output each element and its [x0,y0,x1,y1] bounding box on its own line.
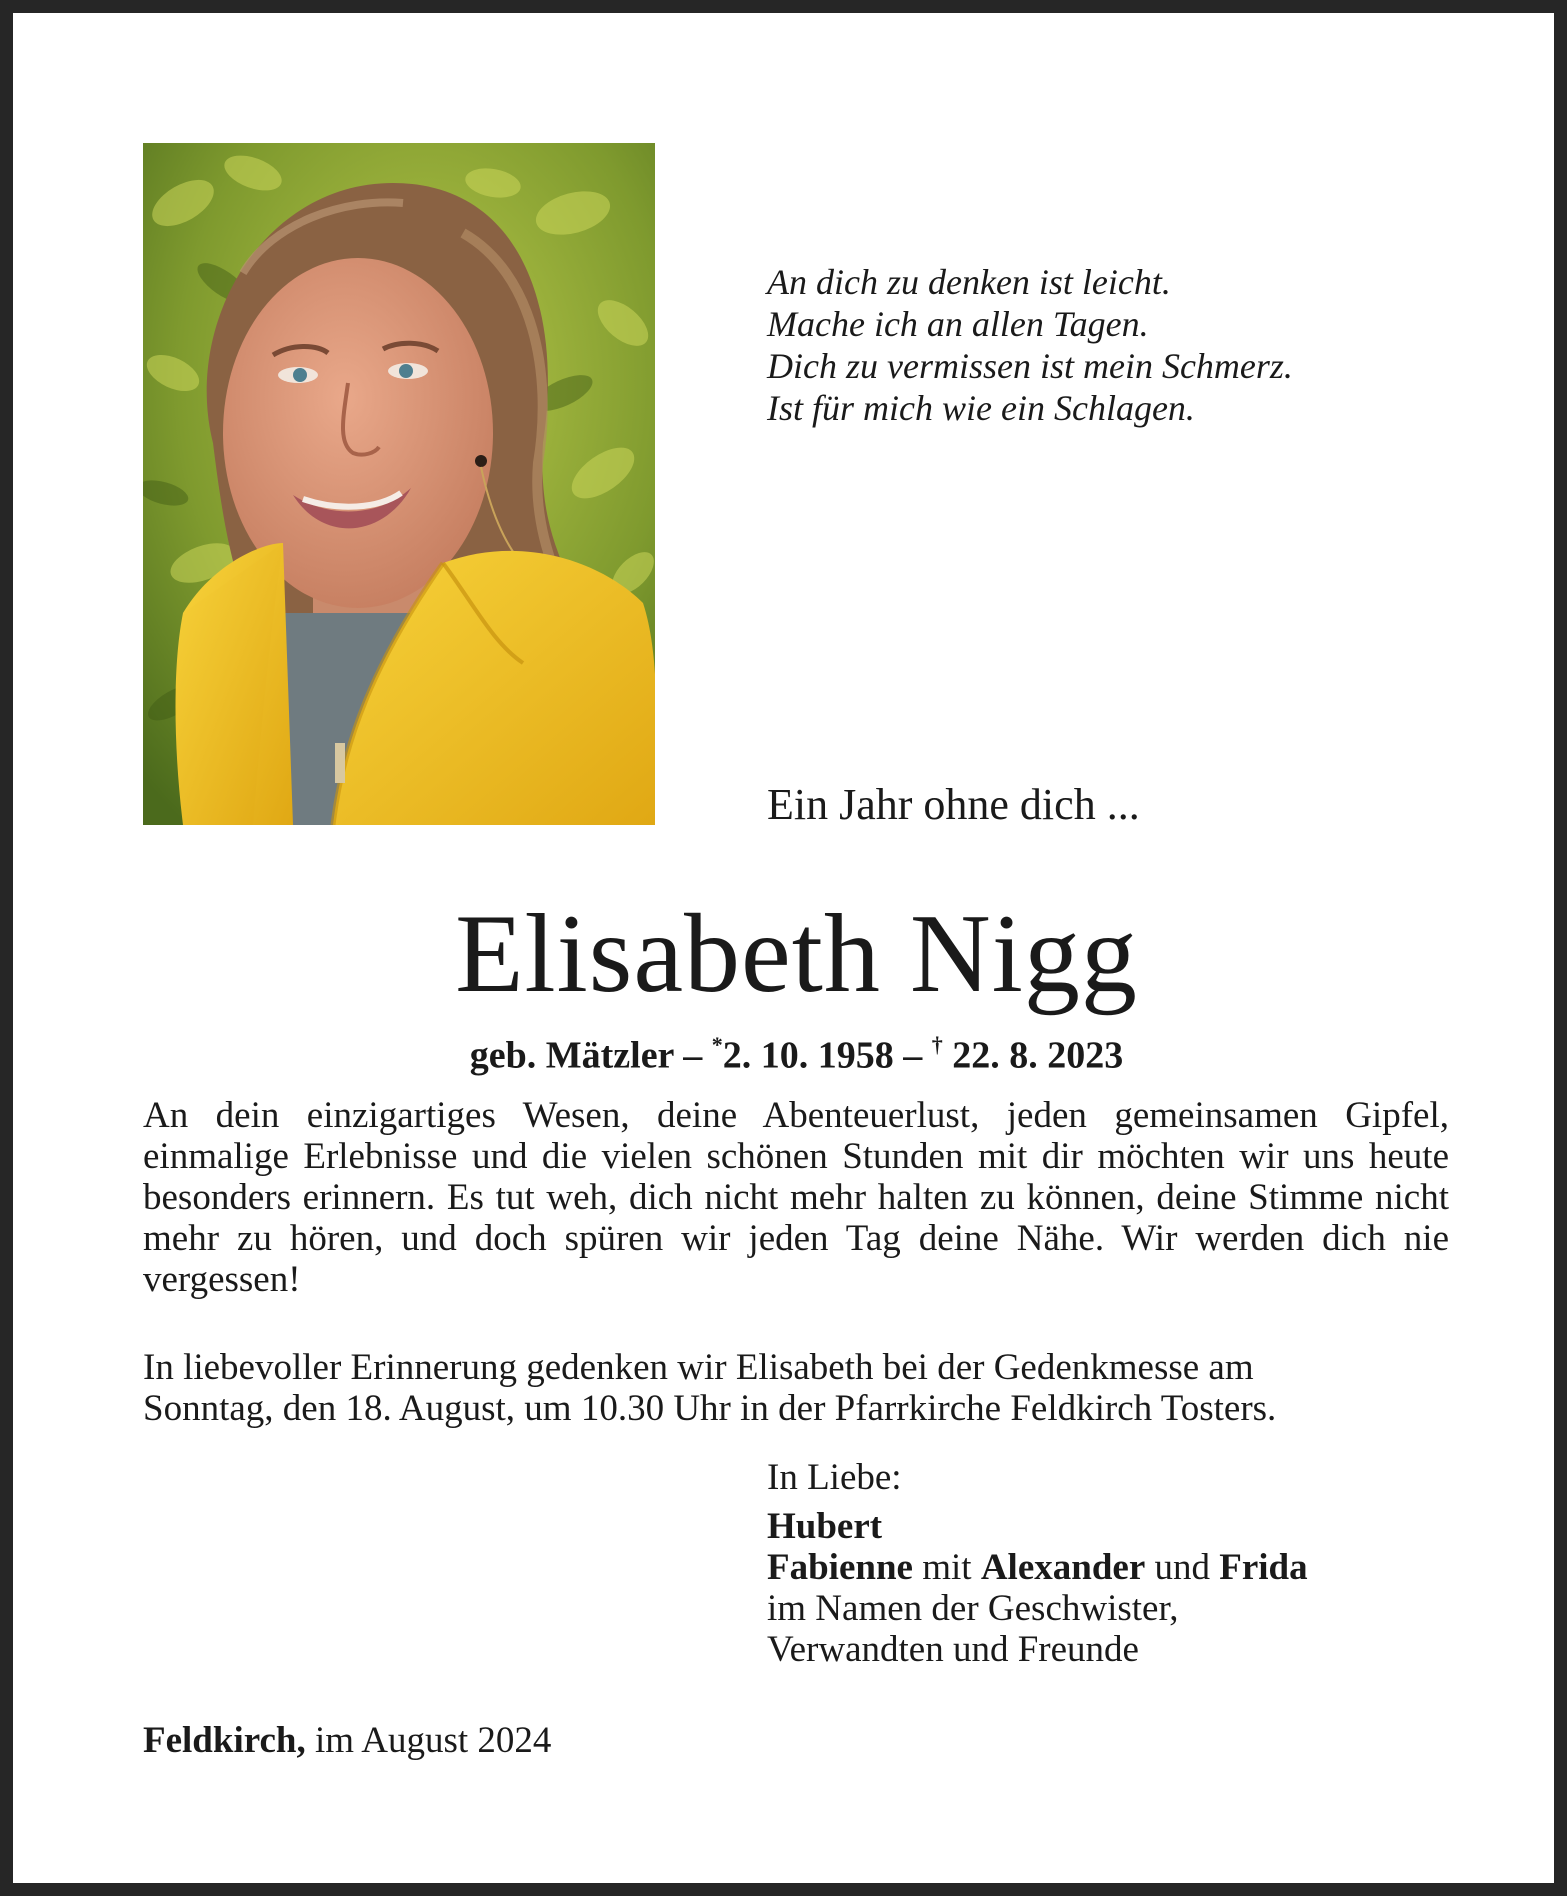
poem-line: Dich zu vermissen ist mein Schmerz. [767,346,1293,386]
dash-separator: – [893,1034,932,1077]
connector-word: mit [922,1547,972,1588]
poem-line: Ist für mich wie ein Schlagen. [767,388,1195,428]
tribute-text: An dein einzigartiges Wesen, deine Abenteuerlust, jeden gemeinsamen Gipfel, einmalige Erlebnisse und die vielen schönen Stunden mit dir möchten wir uns heute besonders erinnern. Es tut weh, dich nicht mehr halten zu können, deine Stimme nicht mehr zu hören, und doch spüren wir jeden Tag deine Nähe. Wir werden dich nie vergessen! [143,1095,1449,1300]
signoff-line: Verwandten und Freunde [767,1629,1139,1670]
memorial-mass-notice [143,1347,1473,1429]
mourner-name: Frida [1219,1547,1308,1588]
poem [767,261,1487,429]
deceased-name: Elisabeth Nigg [455,892,1138,1016]
signoff-line: im Namen der Geschwister, [767,1588,1179,1629]
mass-line: In liebevoller Erinnerung gedenken wir Elisabeth bei der Gedenkmesse am [143,1347,1254,1388]
poem-line: Mache ich an allen Tagen. [767,304,1149,344]
place-date: im August 2024 [315,1720,552,1761]
mourner-name: Hubert [767,1506,883,1547]
death-symbol: † [931,1032,943,1057]
poem-line: An dich zu denken ist leicht. [767,262,1171,302]
mourner-name: Alexander [980,1547,1146,1588]
life-dates [13,1023,1567,1080]
connector-word: und [1154,1547,1210,1588]
signoff [767,1457,1467,1670]
signoff-intro: In Liebe: [767,1457,902,1498]
place-city: Feldkirch, [143,1720,306,1761]
dash-separator: – [673,1034,712,1077]
birth-date: 2. 10. 1958 [722,1034,894,1077]
place-and-date [143,1719,551,1763]
birth-name: geb. Mätzler [469,1034,674,1077]
mass-line: Sonntag, den 18. August, um 10.30 Uhr in der Pfarrkirche Feldkirch Tosters. [143,1388,1277,1429]
mourner-name: Fabienne [767,1547,913,1588]
portrait-photo [143,143,655,825]
birth-symbol: * [711,1032,723,1057]
subtitle: Ein Jahr ohne dich ... [767,780,1140,829]
death-date: 22. 8. 2023 [952,1034,1124,1077]
